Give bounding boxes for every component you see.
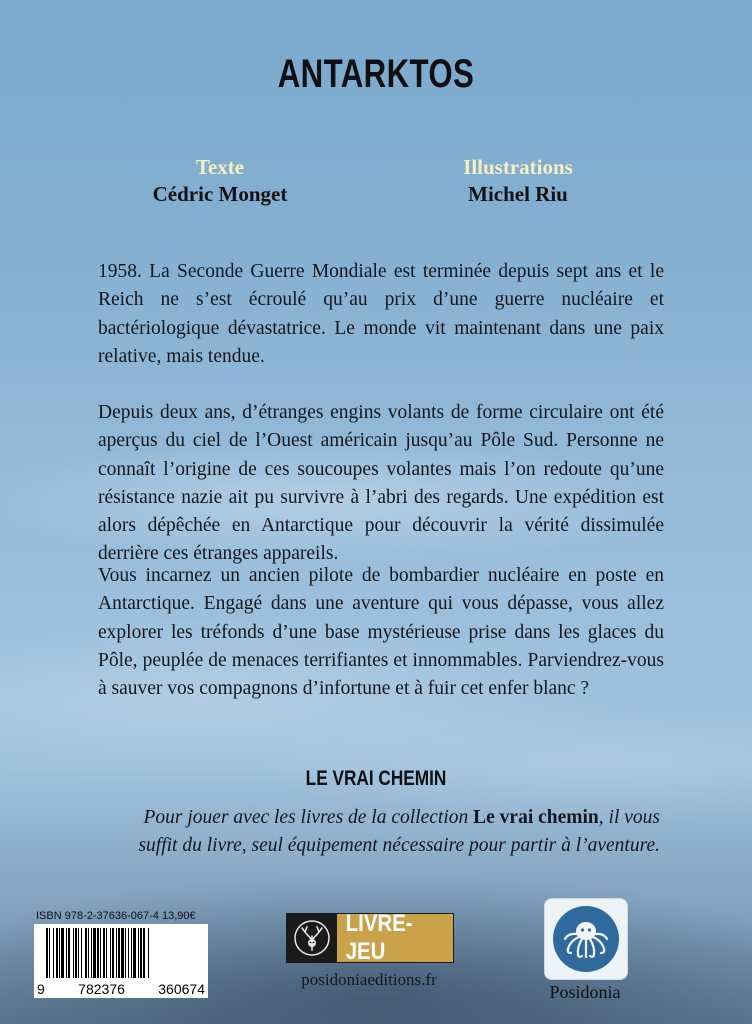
collection-title: LE VRAI CHEMIN — [305, 767, 447, 790]
synopsis-paragraph-2 — [98, 399, 664, 569]
isbn-price: ISBN 978-2-37636-067-4 13,90€ — [36, 910, 196, 922]
barcode-bars-icon — [34, 924, 208, 980]
synopsis-paragraph-3 — [98, 562, 664, 703]
barcode — [34, 924, 208, 998]
livre-jeu-badge — [286, 910, 454, 965]
paragraph-text: Depuis deux ans, d’étranges engins volants de forme circulaire ont été aperçus du ciel de l’Ouest américain jusqu’au Pôle Sud. Personne ne connaît l’origine de ces soucoupes volantes mais l’on redoute qu’une résistance nazie ait pu survivre à l’abri des regards. Une expédition est alors dépêchée en Antarctique pour découvrir la vérité dissimulée derrière ces étranges appareils. — [98, 402, 664, 565]
barcode-digit-group-2: 360674 — [158, 981, 205, 997]
paragraph-text: Vous incarnez un ancien pilote de bombardier nucléaire en poste en Antarctique. Engagé dans une aventure qui vous dépasse, vous allez explorer les tréfonds d’une base mystérieuse prise dans les glaces du Pôle, peuplée de menaces terrifiantes et innommables. Parviendrez-vous à sauver vos compagnons d’infortune et à fuir cet enfer blanc ? — [98, 565, 664, 700]
synopsis-paragraph-1 — [98, 258, 664, 371]
book-title: ANTARKTOS — [277, 52, 475, 96]
credit-text-role: Texte — [195, 155, 245, 179]
collection-name: Le vrai chemin — [473, 807, 599, 828]
credit-illustrations-role: Illustrations — [463, 155, 573, 179]
credit-text — [100, 154, 340, 208]
collection-description — [100, 804, 660, 860]
credit-illustrations — [398, 154, 638, 208]
barcode-digits — [34, 981, 208, 997]
tree-skull-logo-icon — [287, 914, 337, 962]
collection-text-after: , il vous suffit du livre, seul équipement nécessaire pour partir à l’aventure. — [138, 807, 660, 856]
publisher-name: Posidonia — [549, 982, 621, 1002]
barcode-digit-prefix: 9 — [37, 981, 45, 997]
publisher-website: posidoniaeditions.fr — [301, 970, 437, 989]
collection-text-before: Pour jouer avec les livres de la collection — [143, 807, 474, 828]
posidonia-logo — [544, 898, 628, 980]
paragraph-text: 1958. La Seconde Guerre Mondiale est terminée depuis sept ans et le Reich ne s’est écroulé qu’au prix d’une guerre nucléaire et bactériologique dévastatrice. Le monde vit maintenant dans une paix relative, mais tendue. — [98, 261, 664, 367]
livre-jeu-label: LIVRE-JEU — [345, 910, 413, 965]
credit-text-author: Cédric Monget — [152, 182, 288, 206]
barcode-digit-group-1: 782376 — [78, 981, 125, 997]
octopus-logo-icon — [553, 906, 619, 972]
credit-illustrations-artist: Michel Riu — [468, 182, 568, 206]
